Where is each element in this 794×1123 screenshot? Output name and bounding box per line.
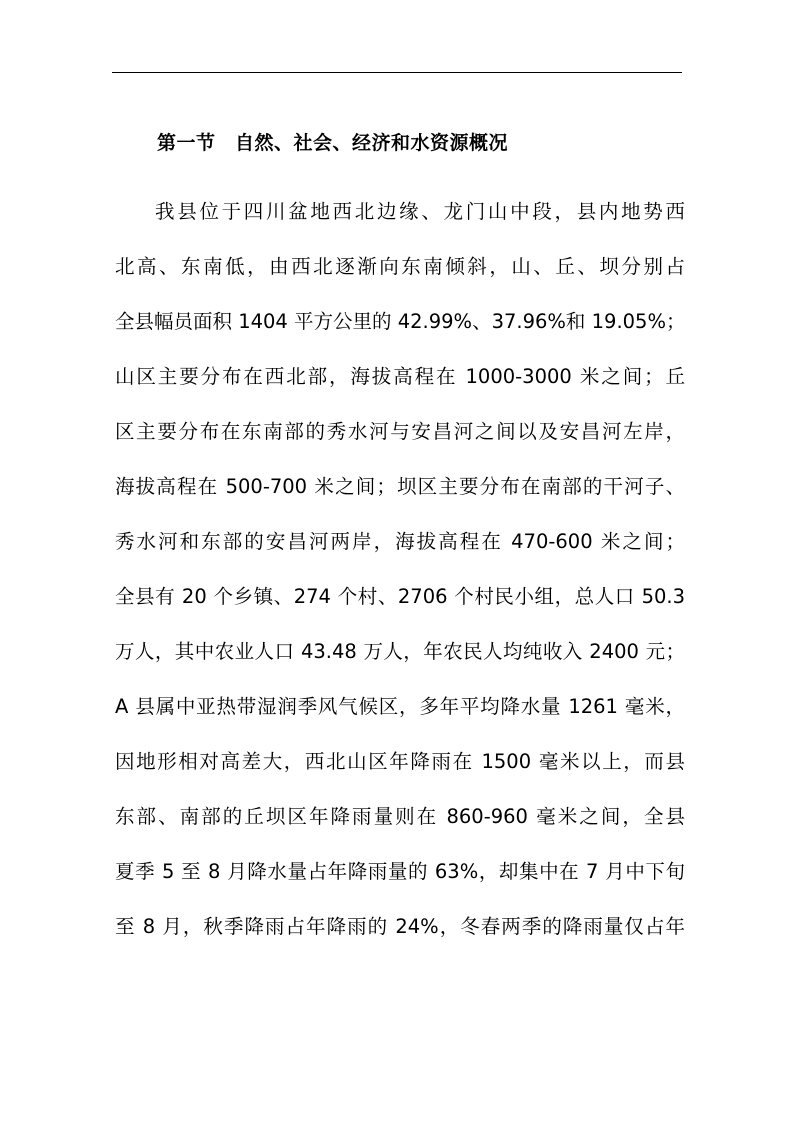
header-rule bbox=[112, 72, 682, 73]
text-line: 海拔高程在 500-700 米之间；坝区主要分布在南部的干河子、 bbox=[115, 475, 685, 498]
text-line: 至 8 月，秋季降雨占年降雨的 24%，冬春两季的降雨量仅占年 bbox=[115, 915, 685, 938]
text-line: 区主要分布在东南部的秀水河与安昌河之间以及安昌河左岸， bbox=[115, 420, 685, 443]
text-line: 山区主要分布在西北部，海拔高程在 1000-3000 米之间；丘 bbox=[115, 365, 685, 388]
text-line: A 县属中亚热带湿润季风气候区，多年平均降水量 1261 毫米， bbox=[115, 695, 685, 718]
text-line: 我县位于四川盆地西北边缘、龙门山中段，县内地势西 bbox=[155, 200, 685, 223]
text-line: 北高、东南低，由西北逐渐向东南倾斜，山、丘、坝分别占 bbox=[115, 255, 685, 278]
body-text bbox=[115, 184, 685, 954]
text-line: 因地形相对高差大，西北山区年降雨在 1500 毫米以上，而县 bbox=[115, 750, 685, 773]
text-line: 夏季 5 至 8 月降水量占年降雨量的 63%，却集中在 7 月中下旬 bbox=[115, 860, 685, 883]
text-line: 秀水河和东部的安昌河两岸，海拔高程在 470-600 米之间； bbox=[115, 530, 685, 553]
text-line: 东部、南部的丘坝区年降雨量则在 860-960 毫米之间，全县 bbox=[115, 805, 685, 828]
text-line: 万人，其中农业人口 43.48 万人，年农民人均纯收入 2400 元； bbox=[115, 640, 685, 663]
text-line: 全县有 20 个乡镇、274 个村、2706 个村民小组，总人口 50.3 bbox=[115, 585, 685, 608]
section-heading: 第一节 自然、社会、经济和水资源概况 bbox=[157, 132, 509, 154]
text-line: 全县幅员面积 1404 平方公里的 42.99%、37.96%和 19.05%； bbox=[115, 310, 685, 333]
